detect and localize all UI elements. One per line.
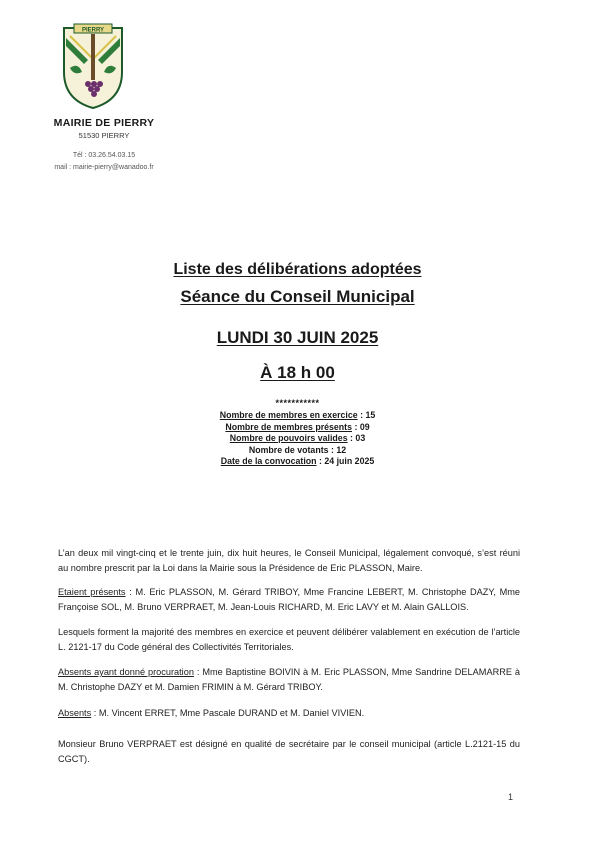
summary-block <box>0 410 595 468</box>
postal-address: 51530 PIERRY <box>78 131 130 140</box>
mairie-name: MAIRIE DE PIERRY <box>53 117 155 129</box>
absents-text: : M. Vincent ERRET, Mme Pascale DURAND et M. Daniel VIVIEN. <box>91 708 365 718</box>
presents-label: Etaient présents <box>58 587 126 597</box>
summary-value: : 09 <box>352 421 370 432</box>
page-number: 1 <box>508 792 514 802</box>
summary-row <box>0 433 595 445</box>
absents-paragraph <box>58 706 520 721</box>
summary-row <box>0 445 595 457</box>
summary-label: Nombre de membres en exercice <box>219 410 358 420</box>
session-date: LUNDI 30 JUIN 2025 <box>216 328 379 347</box>
summary-label: Nombre de pouvoirs valides <box>229 433 348 443</box>
summary-row <box>0 422 595 434</box>
pierry-coat-of-arms-logo <box>58 22 128 110</box>
phone-number: Tél : 03.26.54.03.15 <box>72 152 136 159</box>
procuration-text: : Mme Baptistine BOIVIN à M. Eric PLASSON, Mme Sandrine DELAMARRE à M. Christophe DAZY et M. Damien FRIMIN à M. Gérard TRIBOY. <box>58 667 521 692</box>
summary-label: Nombre de votants <box>248 444 329 455</box>
intro-paragraph: L’an deux mil vingt-cinq et le trente juin, dix huit heures, le Conseil Municipal, légalement convoqué, s’est réuni au nombre prescrit par la Loi dans la Mairie sous la Présidence de Eric PLASSON, Maire. <box>58 548 520 573</box>
email-address: mail : mairie-pierry@wanadoo.fr <box>54 164 154 171</box>
presents-paragraph <box>58 585 520 615</box>
majority-paragraph: Lesquels forment la majorité des membres en exercice et peuvent délibérer valablement en exécution de l’article L. 2121-17 du Code général des Collectivités Territoriales. <box>58 627 520 652</box>
summary-value: : 03 <box>347 433 366 443</box>
procuration-paragraph <box>58 665 520 695</box>
session-time: À 18 h 00 <box>260 363 335 382</box>
summary-value: : 12 <box>328 444 347 455</box>
presents-text: : M. Eric PLASSON, M. Gérard TRIBOY, Mme Francine LEBERT, M. Christophe DAZY, Mme Françoise SOL, M. Bruno VERPRAET, M. Jean-Louis RICHARD, M. Eric LAVY et M. Alain GALLOIS. <box>58 587 520 612</box>
summary-row <box>0 410 595 422</box>
secretary-paragraph: Monsieur Bruno VERPRAET est désigné en qualité de secrétaire par le conseil municipal (article L.2121-15 du CGCT). <box>58 739 520 764</box>
summary-row <box>0 456 595 468</box>
separator-stars: *********** <box>275 398 320 408</box>
summary-label: Nombre de membres présents <box>225 421 352 432</box>
absents-label: Absents <box>58 708 92 718</box>
summary-label: Date de la convocation <box>220 456 317 466</box>
summary-value: : 15 <box>357 410 376 420</box>
svg-text:PIERRY: PIERRY <box>81 27 105 34</box>
document-subtitle: Séance du Conseil Municipal <box>180 287 415 306</box>
procuration-label: Absents ayant donné procuration <box>58 667 194 677</box>
summary-value: : 24 juin 2025 <box>316 456 375 466</box>
document-title: Liste des délibérations adoptées <box>173 261 422 278</box>
